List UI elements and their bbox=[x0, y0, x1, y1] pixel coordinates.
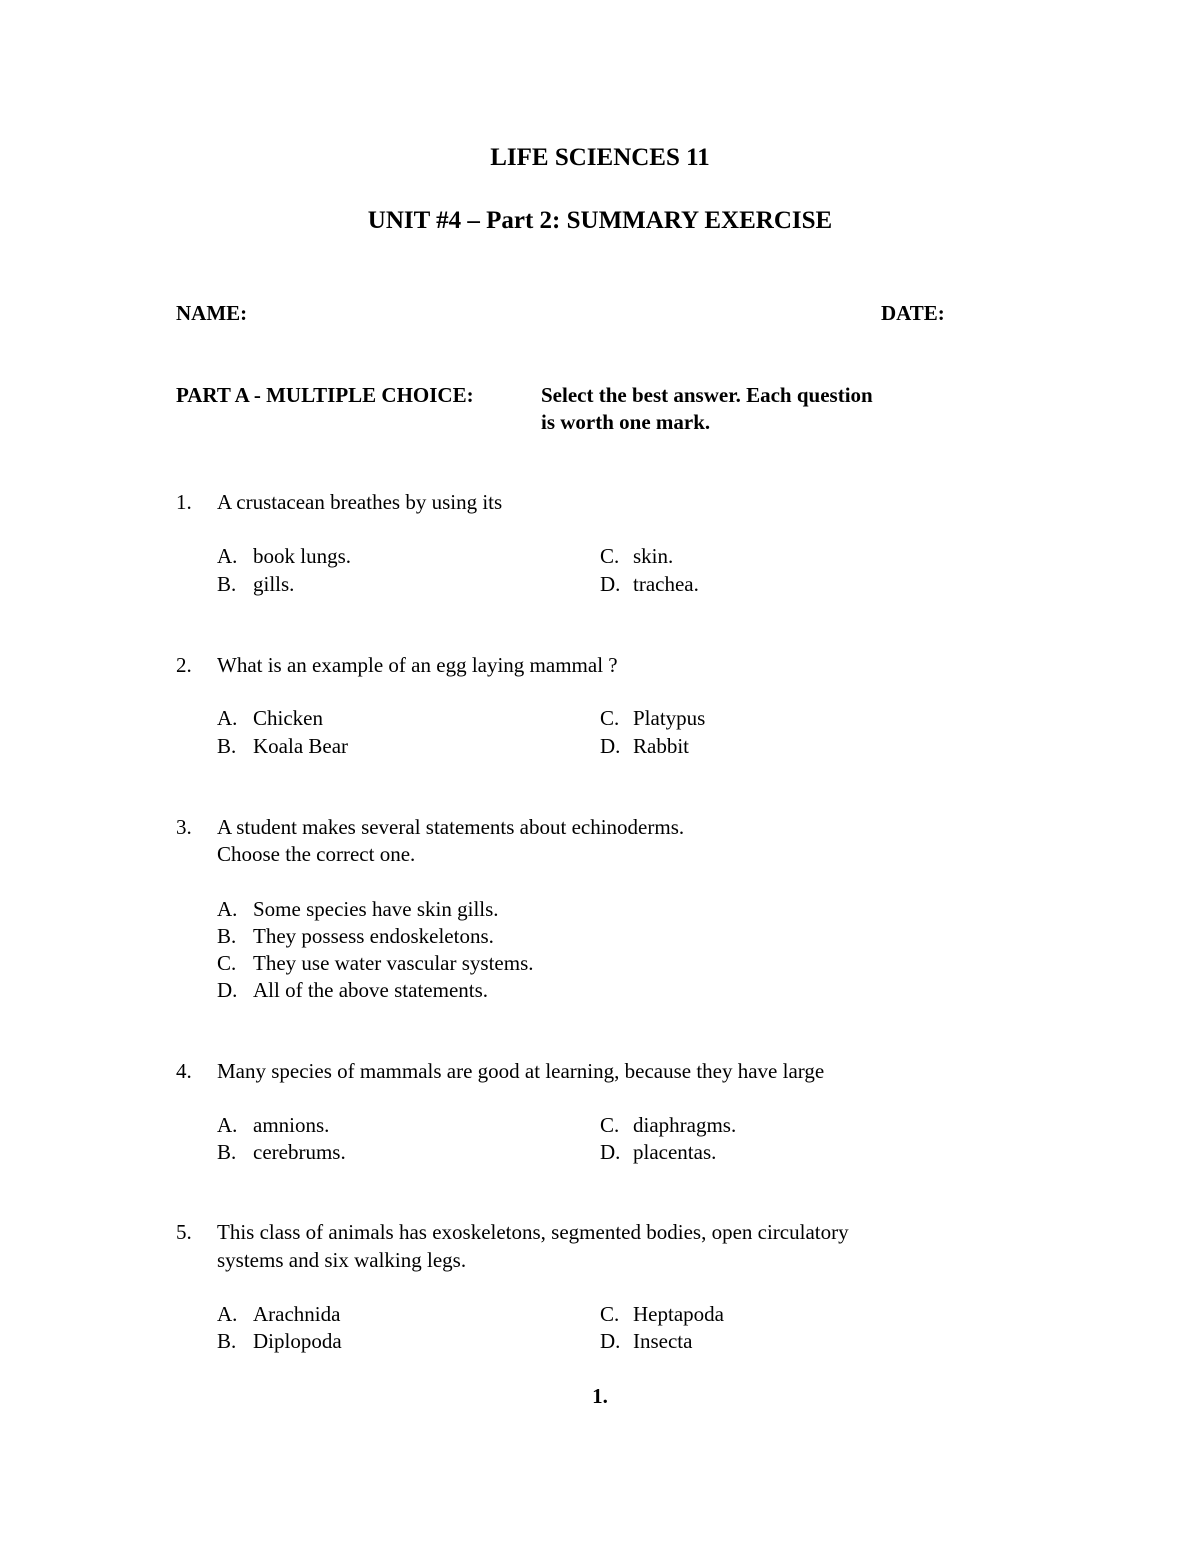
document-title: LIFE SCIENCES 11 bbox=[490, 144, 710, 171]
option-a-letter: A. bbox=[217, 897, 238, 921]
option-a-text: book lungs. bbox=[253, 544, 352, 568]
option-b-letter: B. bbox=[217, 734, 237, 758]
question-number: 3. bbox=[176, 815, 192, 839]
option-d-text: placentas. bbox=[633, 1140, 717, 1164]
option-c-letter: C. bbox=[600, 544, 620, 568]
option-d-letter: D. bbox=[600, 1140, 621, 1164]
option-b-text: Diplopoda bbox=[253, 1329, 342, 1353]
option-a-letter: A. bbox=[217, 1302, 238, 1326]
name-label: NAME: bbox=[176, 301, 248, 325]
question-number: 2. bbox=[176, 653, 192, 677]
option-d-text: All of the above statements. bbox=[253, 978, 489, 1002]
question-text-line2: systems and six walking legs. bbox=[217, 1248, 467, 1272]
option-d-letter: D. bbox=[217, 978, 238, 1002]
option-b-text: They possess endoskeletons. bbox=[253, 924, 494, 948]
option-c-text: They use water vascular systems. bbox=[253, 951, 534, 975]
question-number: 4. bbox=[176, 1059, 192, 1083]
document-subtitle: UNIT #4 – Part 2: SUMMARY EXERCISE bbox=[367, 207, 833, 234]
option-d-text: trachea. bbox=[633, 572, 699, 596]
question-text: Many species of mammals are good at learning, because they have large bbox=[217, 1059, 825, 1083]
option-c-text: skin. bbox=[633, 544, 674, 568]
date-label: DATE: bbox=[881, 301, 945, 325]
option-b-letter: B. bbox=[217, 1329, 237, 1353]
option-b-letter: B. bbox=[217, 572, 237, 596]
option-d-letter: D. bbox=[600, 1329, 621, 1353]
part-a-instruction-line2: is worth one mark. bbox=[541, 410, 711, 434]
question-text: What is an example of an egg laying mammal ? bbox=[217, 653, 618, 677]
option-c-letter: C. bbox=[600, 706, 620, 730]
option-b-letter: B. bbox=[217, 924, 237, 948]
question-text: A crustacean breathes by using its bbox=[217, 490, 503, 514]
option-b-letter: B. bbox=[217, 1140, 237, 1164]
part-a-heading: PART A - MULTIPLE CHOICE: bbox=[176, 383, 474, 407]
option-b-text: gills. bbox=[253, 572, 295, 596]
page-number: 1. bbox=[592, 1384, 608, 1408]
question-number: 1. bbox=[176, 490, 192, 514]
option-a-letter: A. bbox=[217, 1113, 238, 1137]
option-d-letter: D. bbox=[600, 734, 621, 758]
option-d-letter: D. bbox=[600, 572, 621, 596]
option-a-text: amnions. bbox=[253, 1113, 330, 1137]
option-a-text: Arachnida bbox=[253, 1302, 341, 1326]
option-c-letter: C. bbox=[600, 1302, 620, 1326]
question-text-line1: This class of animals has exoskeletons, segmented bodies, open circulatory bbox=[217, 1220, 849, 1244]
option-d-text: Insecta bbox=[633, 1329, 693, 1353]
question-number: 5. bbox=[176, 1220, 192, 1244]
option-c-text: Heptapoda bbox=[633, 1302, 724, 1326]
option-d-text: Rabbit bbox=[633, 734, 689, 758]
option-a-text: Chicken bbox=[253, 706, 323, 730]
option-a-letter: A. bbox=[217, 544, 238, 568]
part-a-instruction-line1: Select the best answer. Each question bbox=[541, 383, 873, 407]
question-text-line1: A student makes several statements about echinoderms. bbox=[217, 815, 685, 839]
option-a-text: Some species have skin gills. bbox=[253, 897, 499, 921]
option-b-text: cerebrums. bbox=[253, 1140, 346, 1164]
option-b-text: Koala Bear bbox=[253, 734, 349, 758]
option-c-letter: C. bbox=[217, 951, 237, 975]
option-c-text: Platypus bbox=[633, 706, 706, 730]
question-text-line2: Choose the correct one. bbox=[217, 842, 416, 866]
option-c-text: diaphragms. bbox=[633, 1113, 737, 1137]
option-a-letter: A. bbox=[217, 706, 238, 730]
option-c-letter: C. bbox=[600, 1113, 620, 1137]
